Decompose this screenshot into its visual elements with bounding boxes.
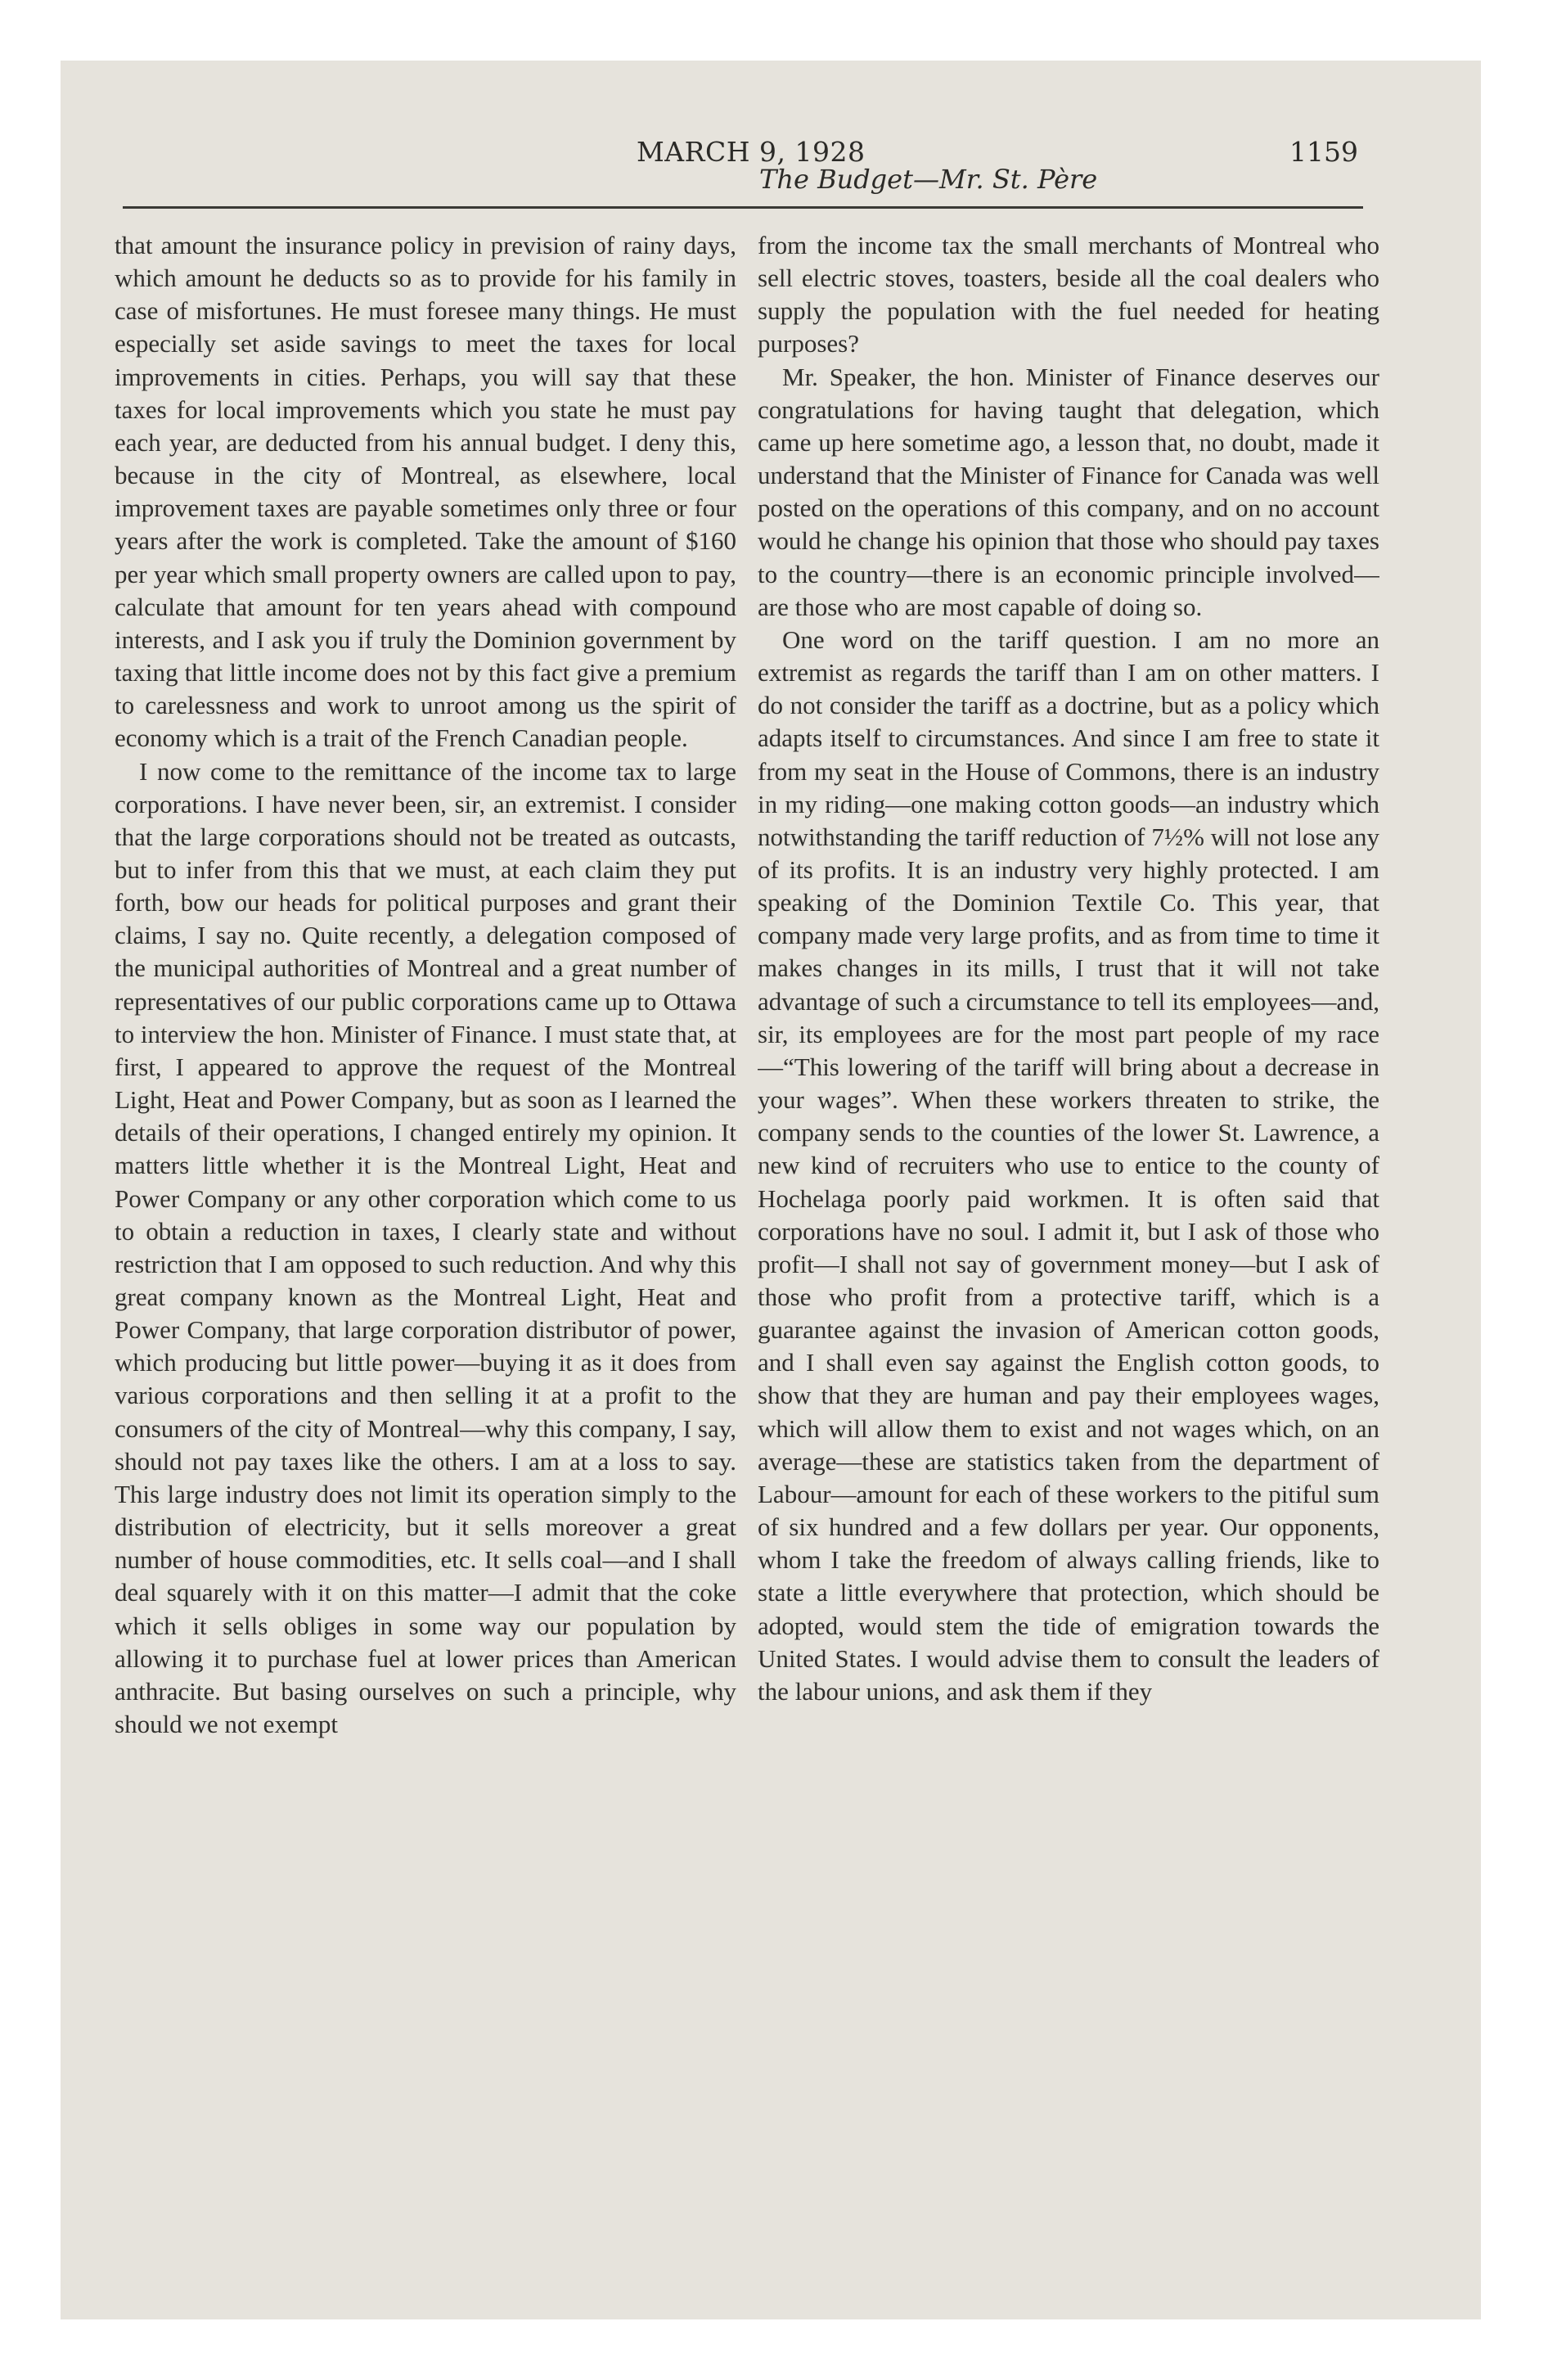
paragraph: Mr. Speaker, the hon. Minister of Finance deserves our congratulations for having taught that delegation, which came up here sometime ago, a lesson that, no doubt, made it understand that the Minister of Finance for Canada was well posted on the operations of this company, and on no account would he change his opinion that those who should pay taxes to the country—there is an economic principle involved—are those who are most capable of doing so.	[758, 362, 1379, 621]
paragraph: I now come to the remittance of the income tax to large corporations. I have never been, sir, an extremist. I consider that the large corporations should not be treated as outcasts, but to infer from this that we must, at each claim they put forth, bow our heads for political purposes and grant their claims, I say no. Quite recently, a delegation composed of the municipal authorities of Montreal and a great number of representatives of our public corporations came up to Ottawa to interview the hon. Minister of Finance. I must state that, at first, I appeared to approve the request of the Montreal Light, Heat and Power Company, but as soon as I learned the details of their operations, I changed entirely my opinion. It matters little whether it is the Montreal Light, Heat and Power Company or any other corporation which come to us to obtain a reduction in taxes, I clearly state and without restriction that I am opposed to such reduction. And why this great company known as the Montreal Light, Heat and Power Company, that large corporation distributor of power, which producing but little power—buying it as it does from various corporations and then selling it at a profit to the consumers of the city of Montreal—why this company, I say, should not pay taxes like the others. I am at a loss to say. This large industry does not limit its operation simply to the distribution of electricity, but it sells moreover a great number of house commodities, etc. It sells coal—and I shall deal squarely with it on this matter—I admit that the coke which it sells obliges in some way our population by allowing it to purchase fuel at lower prices than American anthracite. But basing ourselves on such a principle, why should we not exempt	[115, 756, 736, 1739]
header-page-number: 1159	[1289, 136, 1358, 168]
left-column	[115, 229, 736, 2283]
paragraph: that amount the insurance policy in prevision of rainy days, which amount he deducts so as to provide for his family in case of misfortunes. He must foresee many things. He must especially set aside savings to meet the taxes for local improvements in cities. Perhaps, you will say that these taxes for local improvements which you state he must pay each year, are deducted from his annual budget. I deny this, because in the city of Montreal, as elsewhere, local improvement taxes are payable sometimes only three or four years after the work is completed. Take the amount of $160 per year which small property owners are called upon to pay, calculate that amount for ten years ahead with compound interests, and I ask you if truly the Dominion government by taxing that little income does not by this fact give a premium to carelessness and work to unroot among us the spirit of economy which is a trait of the French Canadian people.	[115, 231, 736, 753]
paragraph: from the income tax the small merchants of Montreal who sell electric stoves, toasters, beside all the coal dealers who supply the population with the fuel needed for heating purposes?	[758, 231, 1379, 358]
header-rule	[123, 206, 1363, 209]
page-header	[123, 121, 1358, 203]
right-column	[758, 229, 1379, 2283]
header-date: MARCH 9, 1928	[637, 136, 866, 168]
header-running-title: The Budget—Mr. St. Père	[759, 164, 1098, 195]
paragraph: One word on the tariff question. I am no more an extremist as regards the tariff than I am on other matters. I do not consider the tariff as a doctrine, but as a policy which adapts itself to circumstances. And since I am free to state it from my seat in the House of Commons, there is an industry in my riding—one making cotton goods—an industry which notwithstanding the tariff reduction of 7½% will not lose any of its profits. It is an industry very highly protected. I am speaking of the Dominion Textile Co. This year, that company made very large profits, and as from time to time it makes changes in its mills, I trust that it will not take advantage of such a circumstance to tell its employees—and, sir, its employees are for the most part people of my race—“This lowering of the tariff will bring about a decrease in your wages”. When these workers threaten to strike, the company sends to the counties of the lower St. Lawrence, a new kind of recruiters who use to entice to the county of Hochelaga poorly paid workmen. It is often said that corporations have no soul. I admit it, but I ask of those who profit—I shall not say of government money—but I ask of those who profit from a protective tariff, which is a guarantee against the invasion of American cotton goods, and I shall even say against the English cotton goods, to show that they are human and pay their employees wages, which will allow them to exist and not wages which, on an average—these are statistics taken from the department of Labour—amount for each of these workers to the pitiful sum of six hundred and a few dollars per year. Our opponents, whom I take the freedom of always calling friends, like to state a little everywhere that protection, which should be adopted, would stem the tide of emigration towards the United States. I would advise them to consult the leaders of the labour unions, and ask them if they	[758, 624, 1379, 1706]
